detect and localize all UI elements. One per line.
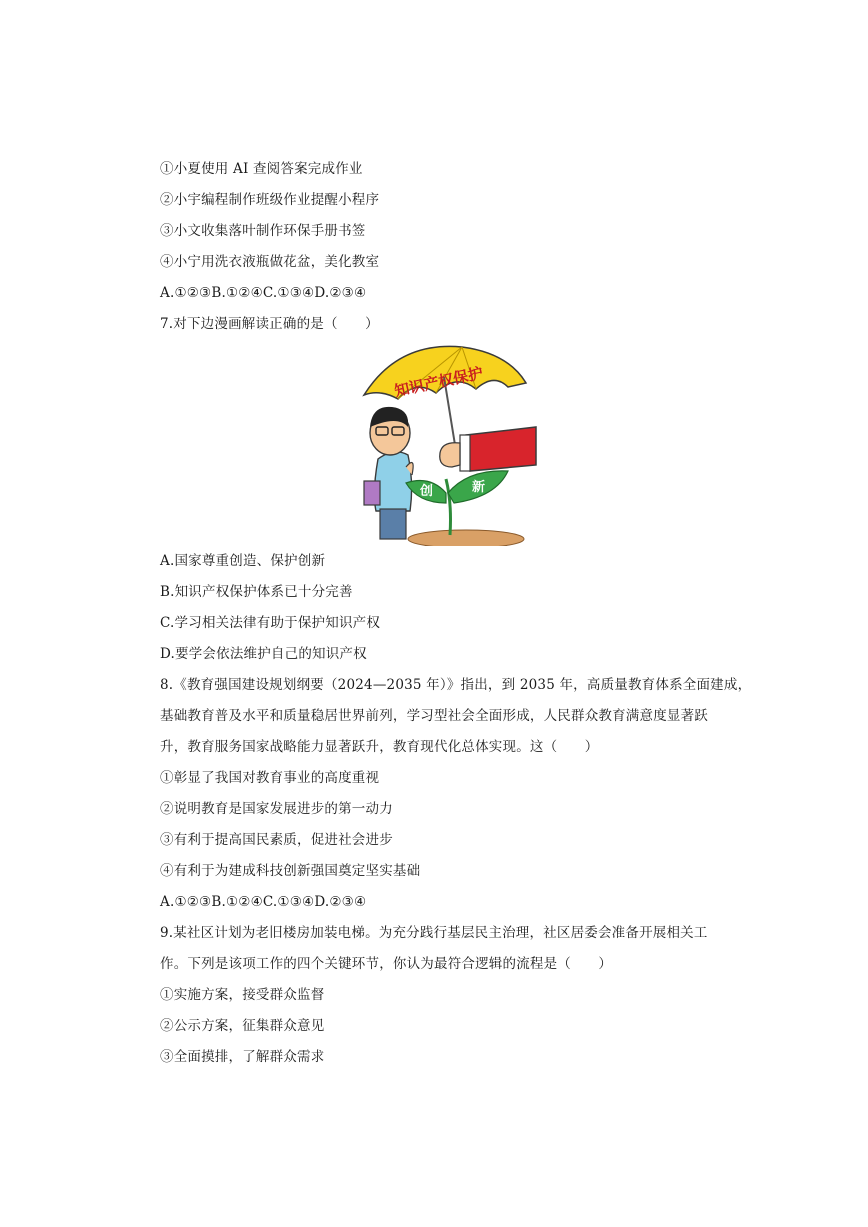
q8-stem-line-3: 升，教育服务国家战略能力显著跃升，教育现代化总体实现。这（ ） — [160, 739, 599, 755]
leaf-left-text: 创 — [420, 484, 434, 499]
sprout-stem — [446, 479, 451, 535]
q9-step-3: ③全面摸排，了解群众需求 — [160, 1049, 325, 1065]
q6-option-1: ①小夏使用 AI 查阅答案完成作业 — [160, 161, 363, 177]
q6-option-4: ④小宁用洗衣液瓶做花盆，美化教室 — [160, 254, 380, 270]
q8-statement-1: ①彰显了我国对教育事业的高度重视 — [160, 770, 380, 786]
q7-stem: 7.对下边漫画解读正确的是（ ） — [160, 316, 379, 332]
q7-option-d: D.要学会依法维护自己的知识产权 — [160, 646, 367, 662]
q9-step-1: ①实施方案，接受群众监督 — [160, 987, 325, 1003]
q7-option-a: A.国家尊重创造、保护创新 — [160, 553, 326, 569]
q9-step-2: ②公示方案，征集群众意见 — [160, 1018, 325, 1034]
soil-mound — [408, 530, 524, 546]
q8-statement-3: ③有利于提高国民素质，促进社会进步 — [160, 832, 393, 848]
q9-stem-line-2: 作。下列是该项工作的四个关键环节，你认为最符合逻辑的流程是（ ） — [160, 956, 613, 972]
ip-protection-cartoon — [358, 343, 538, 546]
shirt-cuff — [460, 435, 470, 471]
q8-stem-line-2: 基础教育普及水平和质量稳居世界前列，学习型社会全面形成，人民群众教育满意度显著跃 — [160, 708, 708, 724]
q8-statement-2: ②说明教育是国家发展进步的第一动力 — [160, 801, 393, 817]
q8-stem-line-1: 8.《教育强国建设规划纲要（2024—2035 年）》指出，到 2035 年，高质量教育体系全面建成， — [160, 677, 752, 693]
q9-stem-line-1: 9.某社区计划为老旧楼房加装电梯。为充分践行基层民主治理，社区居委会准备开展相关工 — [160, 925, 708, 941]
q6-choices: A.①②③B.①②④C.①③④D.②③④ — [160, 285, 367, 301]
q8-choices: A.①②③B.①②④C.①③④D.②③④ — [160, 894, 367, 910]
hand — [440, 443, 460, 467]
q7-option-b: B.知识产权保护体系已十分完善 — [160, 584, 353, 600]
red-sleeve — [466, 427, 536, 471]
leaf-right-text: 新 — [472, 480, 486, 495]
book-icon — [364, 481, 380, 505]
q6-option-3: ③小文收集落叶制作环保手册书签 — [160, 223, 366, 239]
man-trousers — [380, 509, 406, 539]
q8-statement-4: ④有利于为建成科技创新强国奠定坚实基础 — [160, 863, 421, 879]
umbrella-text: 知识产权保护 — [392, 363, 485, 401]
q6-option-2: ②小宇编程制作班级作业提醒小程序 — [160, 192, 380, 208]
q7-option-c: C.学习相关法律有助于保护知识产权 — [160, 615, 381, 631]
